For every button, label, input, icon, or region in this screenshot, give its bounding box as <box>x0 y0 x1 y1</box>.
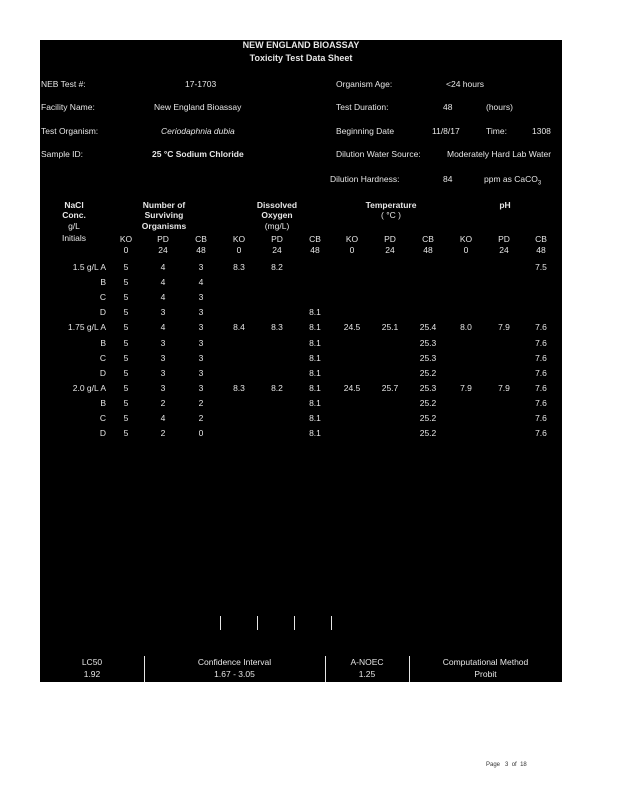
divider-tick <box>331 616 332 630</box>
beginning-date-label: Beginning Date <box>336 126 395 136</box>
table-cell: 25.1 <box>381 322 399 333</box>
table-cell: 8.3 <box>233 262 245 272</box>
table-cell: 5 <box>123 397 129 408</box>
concentration-label: B <box>100 337 106 348</box>
concentration-label: D <box>99 307 106 318</box>
table-cell: 5 <box>123 322 129 333</box>
hours-row <box>40 244 562 257</box>
facility-name-value: New England Bioassay <box>154 102 242 112</box>
dilution-water-value: Moderately Hard Lab Water <box>447 149 552 159</box>
surviving-header-3: Organisms <box>141 221 187 231</box>
table-cell: 25.2 <box>419 397 437 408</box>
temperature-header-2: ( °C ) <box>381 210 401 220</box>
table-cell: 3 <box>198 307 204 318</box>
table-cell: 3 <box>198 382 204 393</box>
table-cell: 24.5 <box>343 322 361 333</box>
test-duration-value: 48 <box>443 102 453 112</box>
table-cell: 8.2 <box>271 262 283 272</box>
table-row <box>40 306 562 319</box>
surviving-header-1: Number of <box>142 200 186 210</box>
time-label: Time: <box>486 126 507 136</box>
table-cell: 5 <box>123 352 129 363</box>
table-cell: 25.2 <box>419 428 437 439</box>
temperature-header-1: Temperature <box>365 200 417 210</box>
sheet-title: NEW ENGLAND BIOASSAY <box>242 40 360 50</box>
table-cell: 2 <box>198 413 204 423</box>
table-row <box>40 261 562 274</box>
concentration-label: C <box>99 413 106 423</box>
table-cell: 4 <box>160 277 166 288</box>
table-cell: 7.6 <box>535 322 547 333</box>
computational-method-value: Probit <box>474 669 497 679</box>
table-row <box>40 427 562 440</box>
concentration-label: 1.5 g/L A <box>72 262 106 272</box>
ph-header: pH <box>499 200 511 210</box>
table-cell: 8.1 <box>309 352 321 363</box>
initials-cell: CB <box>309 234 321 244</box>
hour-cell: 0 <box>463 245 469 255</box>
table-row <box>40 352 562 365</box>
table-cell: 25.4 <box>419 322 437 333</box>
table-cell: 8.1 <box>309 397 321 408</box>
initials-cell: KO <box>119 234 133 244</box>
table-cell: 3 <box>160 307 166 318</box>
data-sheet <box>40 40 562 680</box>
table-cell: 7.6 <box>535 337 547 348</box>
lc50-value: 1.92 <box>83 669 101 679</box>
table-cell: 7.5 <box>535 262 547 272</box>
table-cell: 4 <box>160 322 166 333</box>
table-cell: 25.3 <box>419 337 437 348</box>
table-cell: 8.4 <box>233 322 245 333</box>
table-cell: 3 <box>198 337 204 348</box>
table-cell: 2 <box>160 397 166 408</box>
table-cell: 4 <box>160 292 166 303</box>
table-cell: 4 <box>198 277 204 288</box>
neb-test-value: 17-1703 <box>185 79 217 89</box>
dissolved-oxygen-header-2: Oxygen <box>261 210 293 220</box>
initials-cell: PD <box>271 234 283 244</box>
table-cell: 7.6 <box>535 382 547 393</box>
dissolved-oxygen-header-1: Dissolved <box>256 200 298 210</box>
initials-cell: CB <box>195 234 207 244</box>
table-cell: 7.6 <box>535 397 547 408</box>
initials-cell: PD <box>384 234 396 244</box>
divider-tick <box>257 616 258 630</box>
initials-cell: CB <box>535 234 547 244</box>
sample-id-value: 25 °C Sodium Chloride <box>152 149 244 159</box>
table-row <box>40 276 562 289</box>
computational-method-label: Computational Method <box>442 657 529 667</box>
test-duration-label: Test Duration: <box>336 102 389 112</box>
concentration-label: B <box>100 397 106 408</box>
concentration-label: C <box>99 292 106 303</box>
table-cell: 5 <box>123 382 129 393</box>
table-cell: 5 <box>123 262 129 272</box>
table-cell: 8.1 <box>309 367 321 378</box>
table-cell: 8.3 <box>233 382 245 393</box>
hour-cell: 48 <box>423 245 433 255</box>
dissolved-oxygen-header-3: (mg/L) <box>264 221 290 231</box>
nacl-header-2: Conc. <box>62 210 86 220</box>
table-cell: 25.7 <box>381 382 399 393</box>
neb-test-label: NEB Test #: <box>41 79 86 89</box>
time-value: 1308 <box>532 126 551 136</box>
table-cell: 8.1 <box>309 322 321 333</box>
dilution-hardness-unit: ppm as CaCO$_3$ <box>484 174 542 187</box>
table-cell: 2 <box>160 428 166 439</box>
hour-cell: 0 <box>236 245 242 255</box>
table-cell: 24.5 <box>343 382 361 393</box>
table-cell: 25.3 <box>419 382 437 393</box>
dilution-hardness-label: Dilution Hardness: <box>330 174 400 184</box>
hour-cell: 0 <box>349 245 355 255</box>
table-cell: 4 <box>160 262 166 272</box>
initials-cell: KO <box>345 234 359 244</box>
table-cell: 3 <box>160 382 166 393</box>
concentration-label: B <box>100 277 106 288</box>
initials-cell: KO <box>459 234 473 244</box>
table-cell: 5 <box>123 367 129 378</box>
anoec-label: A-NOEC <box>350 657 384 667</box>
table-cell: 3 <box>160 352 166 363</box>
table-cell: 8.1 <box>309 307 321 318</box>
table-row <box>40 337 562 350</box>
lc50-label: LC50 <box>81 657 103 667</box>
table-cell: 7.6 <box>535 352 547 363</box>
initials-cell: CB <box>422 234 434 244</box>
table-cell: 7.6 <box>535 367 547 378</box>
table-cell: 8.1 <box>309 337 321 348</box>
sample-id-label: Sample ID: <box>41 149 84 159</box>
table-cell: 5 <box>123 277 129 288</box>
table-cell: 8.3 <box>271 322 283 333</box>
initials-cell: PD <box>157 234 169 244</box>
table-cell: 25.3 <box>419 352 437 363</box>
table-cell: 5 <box>123 292 129 303</box>
confidence-interval-value: 1.67 - 3.05 <box>214 669 255 679</box>
hour-cell: 24 <box>272 245 282 255</box>
test-duration-unit: (hours) <box>486 102 513 112</box>
table-cell: 3 <box>198 262 204 272</box>
nacl-header-3: g/L <box>68 221 80 231</box>
initials-cell: PD <box>498 234 510 244</box>
table-cell: 8.1 <box>309 413 321 423</box>
divider-tick <box>220 616 221 630</box>
test-organism-label: Test Organism: <box>41 126 99 136</box>
table-row <box>40 291 562 304</box>
initials-label: Initials <box>61 233 87 243</box>
page-number: Page 3 of 18 <box>486 762 527 768</box>
concentration-label: D <box>99 428 106 439</box>
anoec-value: 1.25 <box>358 669 376 679</box>
table-cell: 25.2 <box>419 367 437 378</box>
table-cell: 3 <box>198 367 204 378</box>
beginning-date-value: 11/8/17 <box>432 126 460 136</box>
concentration-label: C <box>99 352 106 363</box>
sheet-subtitle: Toxicity Test Data Sheet <box>249 53 353 63</box>
hour-cell: 48 <box>196 245 206 255</box>
table-cell: 7.6 <box>535 413 547 423</box>
hour-cell: 24 <box>158 245 168 255</box>
organism-age-value: <24 hours <box>446 79 485 89</box>
concentration-label: D <box>99 367 106 378</box>
results-footer <box>40 656 562 682</box>
dilution-water-label: Dilution Water Source: <box>336 149 421 159</box>
table-cell: 0 <box>198 428 204 439</box>
concentration-label: 1.75 g/L A <box>68 322 106 333</box>
hour-cell: 48 <box>536 245 546 255</box>
confidence-interval-label: Confidence Interval <box>197 657 272 667</box>
table-row <box>40 367 562 380</box>
table-cell: 8.0 <box>460 322 472 333</box>
hour-cell: 24 <box>499 245 509 255</box>
table-cell: 3 <box>160 367 166 378</box>
concentration-label: 2.0 g/L A <box>72 382 106 393</box>
table-cell: 25.2 <box>419 413 437 423</box>
table-cell: 3 <box>160 337 166 348</box>
table-cell: 4 <box>160 413 166 423</box>
table-cell: 3 <box>198 292 204 303</box>
table-cell: 5 <box>123 428 129 439</box>
divider-tick <box>294 616 295 630</box>
table-cell: 8.1 <box>309 382 321 393</box>
hour-cell: 48 <box>310 245 320 255</box>
table-cell: 5 <box>123 307 129 318</box>
table-cell: 5 <box>123 337 129 348</box>
table-cell: 2 <box>198 397 204 408</box>
hour-cell: 0 <box>123 245 129 255</box>
table-row <box>40 412 562 425</box>
table-cell: 3 <box>198 322 204 333</box>
dilution-hardness-value: 84 <box>443 174 453 184</box>
table-cell: 7.6 <box>535 428 547 439</box>
table-cell: 5 <box>123 413 129 423</box>
surviving-header-2: Surviving <box>144 210 184 220</box>
table-cell: 8.2 <box>271 382 283 393</box>
table-cell: 7.9 <box>498 322 510 333</box>
table-cell: 3 <box>198 352 204 363</box>
organism-age-label: Organism Age: <box>336 79 393 89</box>
hour-cell: 24 <box>385 245 395 255</box>
table-row <box>40 321 562 334</box>
test-organism-value: Ceriodaphnia dubia <box>161 126 235 136</box>
table-row <box>40 382 562 395</box>
table-cell: 7.9 <box>460 382 472 393</box>
initials-cell: KO <box>232 234 246 244</box>
table-cell: 7.9 <box>498 382 510 393</box>
table-cell: 8.1 <box>309 428 321 439</box>
facility-name-label: Facility Name: <box>41 102 95 112</box>
table-row <box>40 397 562 410</box>
nacl-header-1: NaCl <box>64 200 84 210</box>
